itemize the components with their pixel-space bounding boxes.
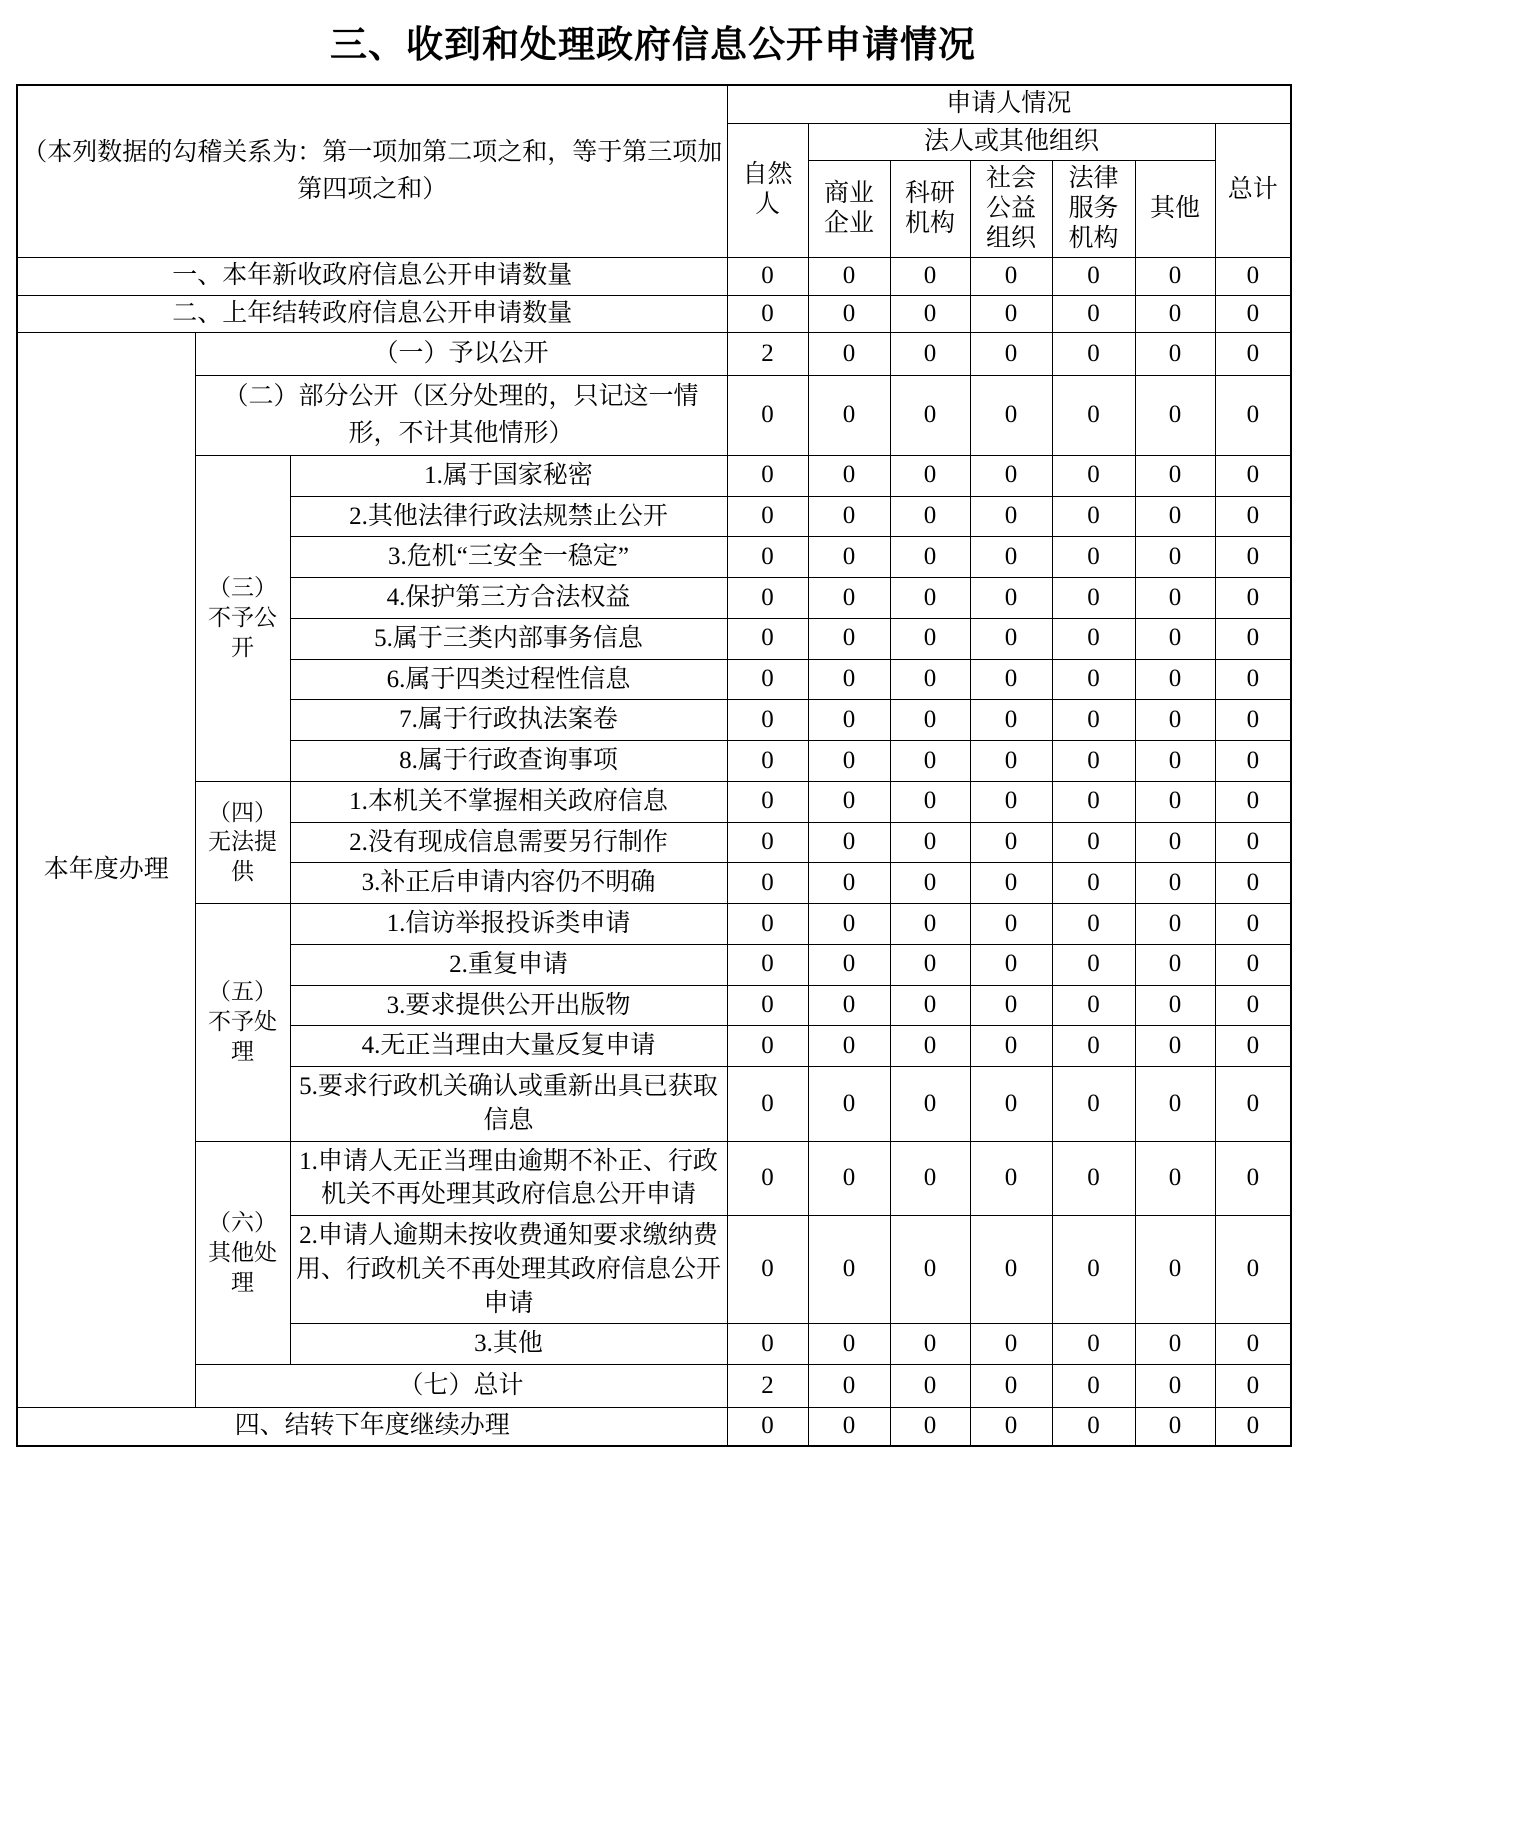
header-col-natural-person: 自然人 — [727, 123, 808, 258]
cell-value: 0 — [890, 1026, 970, 1067]
cell-value: 0 — [1215, 1216, 1291, 1324]
header-col-other: 其他 — [1135, 161, 1215, 258]
row-label: （一）予以公开 — [195, 333, 727, 376]
cell-value: 0 — [970, 1216, 1052, 1324]
cell-value: 0 — [727, 618, 808, 659]
cell-value: 0 — [970, 863, 1052, 904]
cell-value: 0 — [1215, 333, 1291, 376]
row-label: 一、本年新收政府信息公开申请数量 — [17, 258, 727, 296]
table-row — [17, 1141, 1291, 1216]
cell-value: 0 — [1135, 944, 1215, 985]
cell-value: 0 — [970, 904, 1052, 945]
cell-value: 0 — [727, 944, 808, 985]
table-row — [17, 455, 1291, 496]
table-row — [17, 904, 1291, 945]
table-row — [17, 333, 1291, 376]
cell-value: 0 — [890, 537, 970, 578]
cell-value: 0 — [970, 944, 1052, 985]
cell-value: 0 — [1135, 578, 1215, 619]
cell-value: 0 — [1135, 333, 1215, 376]
cell-value: 0 — [890, 1141, 970, 1216]
cell-value: 0 — [808, 1026, 890, 1067]
cell-value: 0 — [1135, 1026, 1215, 1067]
cell-value: 0 — [970, 741, 1052, 782]
cell-value: 0 — [890, 295, 970, 333]
cell-value: 2 — [727, 1365, 808, 1408]
cell-value: 0 — [1052, 741, 1135, 782]
cell-value: 0 — [727, 1026, 808, 1067]
cell-value: 0 — [808, 659, 890, 700]
cell-value: 0 — [808, 822, 890, 863]
cell-value: 0 — [890, 1324, 970, 1365]
cell-value: 0 — [1215, 659, 1291, 700]
cell-value: 0 — [970, 618, 1052, 659]
cell-value: 0 — [727, 1067, 808, 1142]
cell-value: 0 — [1135, 1067, 1215, 1142]
cell-value: 0 — [1215, 904, 1291, 945]
cell-value: 0 — [1135, 376, 1215, 456]
cell-value: 0 — [1052, 537, 1135, 578]
row-label: 2.申请人逾期未按收费通知要求缴纳费用、行政机关不再处理其政府信息公开申请 — [290, 1216, 727, 1324]
row-label: 3.要求提供公开出版物 — [290, 985, 727, 1026]
cell-value: 0 — [808, 1365, 890, 1408]
cell-value: 0 — [727, 904, 808, 945]
page-title: 三、收到和处理政府信息公开申请情况 — [330, 23, 976, 66]
cell-value: 0 — [890, 904, 970, 945]
cell-value: 0 — [890, 781, 970, 822]
cell-value: 0 — [1135, 1365, 1215, 1408]
row-label: 1.属于国家秘密 — [290, 455, 727, 496]
cell-value: 0 — [1135, 1324, 1215, 1365]
header-applicant-group: 申请人情况 — [727, 85, 1291, 123]
cell-value: 0 — [890, 659, 970, 700]
table-row — [17, 781, 1291, 822]
cell-value: 0 — [1135, 1408, 1215, 1446]
cell-value: 0 — [727, 578, 808, 619]
cell-value: 0 — [808, 618, 890, 659]
cell-value: 0 — [970, 822, 1052, 863]
cell-value: 0 — [808, 578, 890, 619]
row-label: 1.申请人无正当理由逾期不补正、行政机关不再处理其政府信息公开申请 — [290, 1141, 727, 1216]
cell-value: 0 — [727, 496, 808, 537]
cell-value: 0 — [1215, 1026, 1291, 1067]
cell-value: 0 — [1052, 822, 1135, 863]
cell-value: 0 — [890, 578, 970, 619]
cell-value: 0 — [808, 1067, 890, 1142]
row-label: 2.重复申请 — [290, 944, 727, 985]
row-label: 5.要求行政机关确认或重新出具已获取信息 — [290, 1067, 727, 1142]
cell-value: 0 — [890, 1365, 970, 1408]
cell-value: 0 — [970, 1026, 1052, 1067]
cell-value: 0 — [890, 618, 970, 659]
cell-value: 0 — [890, 985, 970, 1026]
cell-value: 0 — [1052, 904, 1135, 945]
cell-value: 0 — [808, 700, 890, 741]
cell-value: 0 — [1135, 258, 1215, 296]
cell-value: 0 — [1052, 455, 1135, 496]
cell-value: 0 — [727, 1324, 808, 1365]
cell-value: 0 — [970, 659, 1052, 700]
row-label: 8.属于行政查询事项 — [290, 741, 727, 782]
cell-value: 0 — [890, 1067, 970, 1142]
cell-value: 0 — [727, 295, 808, 333]
header-col-commercial-enterprise: 商业企业 — [808, 161, 890, 258]
cell-value: 0 — [1135, 1141, 1215, 1216]
cell-value: 0 — [727, 1141, 808, 1216]
cell-value: 0 — [1135, 822, 1215, 863]
cell-value: 0 — [808, 1216, 890, 1324]
cell-value: 0 — [727, 455, 808, 496]
cell-value: 0 — [1135, 781, 1215, 822]
row-label: 4.无正当理由大量反复申请 — [290, 1026, 727, 1067]
row-label: 6.属于四类过程性信息 — [290, 659, 727, 700]
row-label: 2.没有现成信息需要另行制作 — [290, 822, 727, 863]
cell-value: 0 — [1135, 1216, 1215, 1324]
cell-value: 0 — [1135, 985, 1215, 1026]
cell-value: 0 — [808, 781, 890, 822]
cell-value: 0 — [808, 985, 890, 1026]
cell-value: 0 — [1215, 455, 1291, 496]
cell-value: 0 — [890, 258, 970, 296]
row-label: 1.信访举报投诉类申请 — [290, 904, 727, 945]
cell-value: 0 — [1135, 618, 1215, 659]
cell-value: 0 — [1215, 496, 1291, 537]
header-col-social-welfare-org: 社会公益组织 — [970, 161, 1052, 258]
cell-value: 0 — [1135, 904, 1215, 945]
cell-value: 0 — [808, 295, 890, 333]
table-row — [17, 258, 1291, 296]
header-col-legal-service-org: 法律服务机构 — [1052, 161, 1135, 258]
group-label-unable-to-provide: （四）无法提供 — [195, 781, 290, 903]
cell-value: 0 — [970, 1067, 1052, 1142]
cell-value: 0 — [1215, 578, 1291, 619]
cell-value: 0 — [890, 376, 970, 456]
cell-value: 0 — [727, 781, 808, 822]
cell-value: 2 — [727, 333, 808, 376]
row-label: 二、上年结转政府信息公开申请数量 — [17, 295, 727, 333]
cell-value: 0 — [970, 578, 1052, 619]
cell-value: 0 — [970, 537, 1052, 578]
cell-value: 0 — [808, 904, 890, 945]
cell-value: 0 — [1215, 944, 1291, 985]
cell-value: 0 — [1215, 700, 1291, 741]
cell-value: 0 — [1135, 496, 1215, 537]
cell-value: 0 — [1215, 376, 1291, 456]
cell-value: 0 — [1052, 1408, 1135, 1446]
cell-value: 0 — [727, 985, 808, 1026]
cell-value: 0 — [808, 1324, 890, 1365]
cell-value: 0 — [890, 700, 970, 741]
row-label: 1.本机关不掌握相关政府信息 — [290, 781, 727, 822]
cell-value: 0 — [1215, 863, 1291, 904]
cell-value: 0 — [1052, 258, 1135, 296]
cell-value: 0 — [1052, 863, 1135, 904]
group-label-other-handling: （六）其他处理 — [195, 1141, 290, 1365]
cell-value: 0 — [890, 496, 970, 537]
cell-value: 0 — [1215, 781, 1291, 822]
cell-value: 0 — [890, 741, 970, 782]
cell-value: 0 — [727, 537, 808, 578]
cell-value: 0 — [1052, 985, 1135, 1026]
cell-value: 0 — [970, 1141, 1052, 1216]
cell-value: 0 — [1215, 618, 1291, 659]
cell-value: 0 — [1052, 578, 1135, 619]
cell-value: 0 — [727, 1408, 808, 1446]
group-label-current-year-handling: 本年度办理 — [17, 333, 195, 1408]
cell-value: 0 — [970, 985, 1052, 1026]
cell-value: 0 — [1215, 985, 1291, 1026]
cell-value: 0 — [1135, 537, 1215, 578]
cell-value: 0 — [1135, 455, 1215, 496]
cell-value: 0 — [1052, 333, 1135, 376]
cell-value: 0 — [1215, 1365, 1291, 1408]
cell-value: 0 — [727, 741, 808, 782]
cell-value: 0 — [1052, 700, 1135, 741]
cell-value: 0 — [970, 700, 1052, 741]
cell-value: 0 — [890, 455, 970, 496]
cell-value: 0 — [808, 1408, 890, 1446]
cell-value: 0 — [890, 1216, 970, 1324]
cell-value: 0 — [1052, 496, 1135, 537]
cell-value: 0 — [808, 496, 890, 537]
cell-value: 0 — [808, 537, 890, 578]
cell-value: 0 — [1215, 822, 1291, 863]
cell-value: 0 — [808, 376, 890, 456]
cell-value: 0 — [1135, 700, 1215, 741]
row-label: 2.其他法律行政法规禁止公开 — [290, 496, 727, 537]
cell-value: 0 — [727, 822, 808, 863]
cell-value: 0 — [890, 1408, 970, 1446]
cell-value: 0 — [1215, 1408, 1291, 1446]
row-label: 四、结转下年度继续办理 — [17, 1408, 727, 1446]
cell-value: 0 — [970, 376, 1052, 456]
cell-value: 0 — [890, 333, 970, 376]
cell-value: 0 — [1135, 659, 1215, 700]
header-legal-entity-group: 法人或其他组织 — [808, 123, 1215, 161]
cell-value: 0 — [970, 496, 1052, 537]
cell-value: 0 — [890, 944, 970, 985]
cell-value: 0 — [1215, 295, 1291, 333]
group-label-not-processed: （五）不予处理 — [195, 904, 290, 1142]
cell-value: 0 — [808, 944, 890, 985]
cell-value: 0 — [1215, 537, 1291, 578]
header-col-research-institution: 科研机构 — [890, 161, 970, 258]
cell-value: 0 — [808, 258, 890, 296]
cell-value: 0 — [1215, 1324, 1291, 1365]
disclosure-application-table — [16, 84, 1292, 1447]
cell-value: 0 — [808, 333, 890, 376]
cell-value: 0 — [1052, 1141, 1135, 1216]
cell-value: 0 — [970, 455, 1052, 496]
table-row — [17, 376, 1291, 456]
cell-value: 0 — [970, 1365, 1052, 1408]
cell-value: 0 — [1052, 295, 1135, 333]
cell-value: 0 — [727, 700, 808, 741]
cell-value: 0 — [808, 1141, 890, 1216]
cell-value: 0 — [970, 1408, 1052, 1446]
cell-value: 0 — [1215, 1067, 1291, 1142]
cell-value: 0 — [1052, 1067, 1135, 1142]
row-label: 5.属于三类内部事务信息 — [290, 618, 727, 659]
cell-value: 0 — [1052, 1026, 1135, 1067]
row-label: 3.其他 — [290, 1324, 727, 1365]
cell-value: 0 — [1215, 1141, 1291, 1216]
cell-value: 0 — [727, 863, 808, 904]
cell-value: 0 — [1052, 659, 1135, 700]
cell-value: 0 — [1135, 741, 1215, 782]
table-row — [17, 1365, 1291, 1408]
column-relationship-note: （本列数据的勾稽关系为：第一项加第二项之和，等于第三项加第四项之和） — [17, 85, 727, 258]
row-label: 7.属于行政执法案卷 — [290, 700, 727, 741]
cell-value: 0 — [808, 455, 890, 496]
cell-value: 0 — [808, 863, 890, 904]
row-label: 3.危机“三安全一稳定” — [290, 537, 727, 578]
cell-value: 0 — [1215, 741, 1291, 782]
cell-value: 0 — [1052, 618, 1135, 659]
cell-value: 0 — [970, 1324, 1052, 1365]
table-row — [17, 295, 1291, 333]
row-label: 3.补正后申请内容仍不明确 — [290, 863, 727, 904]
cell-value: 0 — [970, 295, 1052, 333]
cell-value: 0 — [1052, 376, 1135, 456]
row-label: （二）部分公开（区分处理的，只记这一情形，不计其他情形） — [195, 376, 727, 456]
cell-value: 0 — [727, 258, 808, 296]
header-row-1 — [17, 85, 1291, 123]
cell-value: 0 — [808, 741, 890, 782]
group-label-not-disclosed: （三）不予公开 — [195, 455, 290, 781]
cell-value: 0 — [1052, 944, 1135, 985]
cell-value: 0 — [970, 781, 1052, 822]
cell-value: 0 — [1052, 1365, 1135, 1408]
cell-value: 0 — [1215, 258, 1291, 296]
cell-value: 0 — [970, 333, 1052, 376]
row-label: （七）总计 — [195, 1365, 727, 1408]
cell-value: 0 — [727, 376, 808, 456]
table-row — [17, 1408, 1291, 1446]
cell-value: 0 — [1052, 1216, 1135, 1324]
cell-value: 0 — [1052, 781, 1135, 822]
cell-value: 0 — [1052, 1324, 1135, 1365]
cell-value: 0 — [890, 863, 970, 904]
row-label: 4.保护第三方合法权益 — [290, 578, 727, 619]
cell-value: 0 — [727, 1216, 808, 1324]
cell-value: 0 — [727, 659, 808, 700]
header-col-total: 总计 — [1215, 123, 1291, 258]
cell-value: 0 — [1135, 863, 1215, 904]
cell-value: 0 — [970, 258, 1052, 296]
cell-value: 0 — [1135, 295, 1215, 333]
cell-value: 0 — [890, 822, 970, 863]
